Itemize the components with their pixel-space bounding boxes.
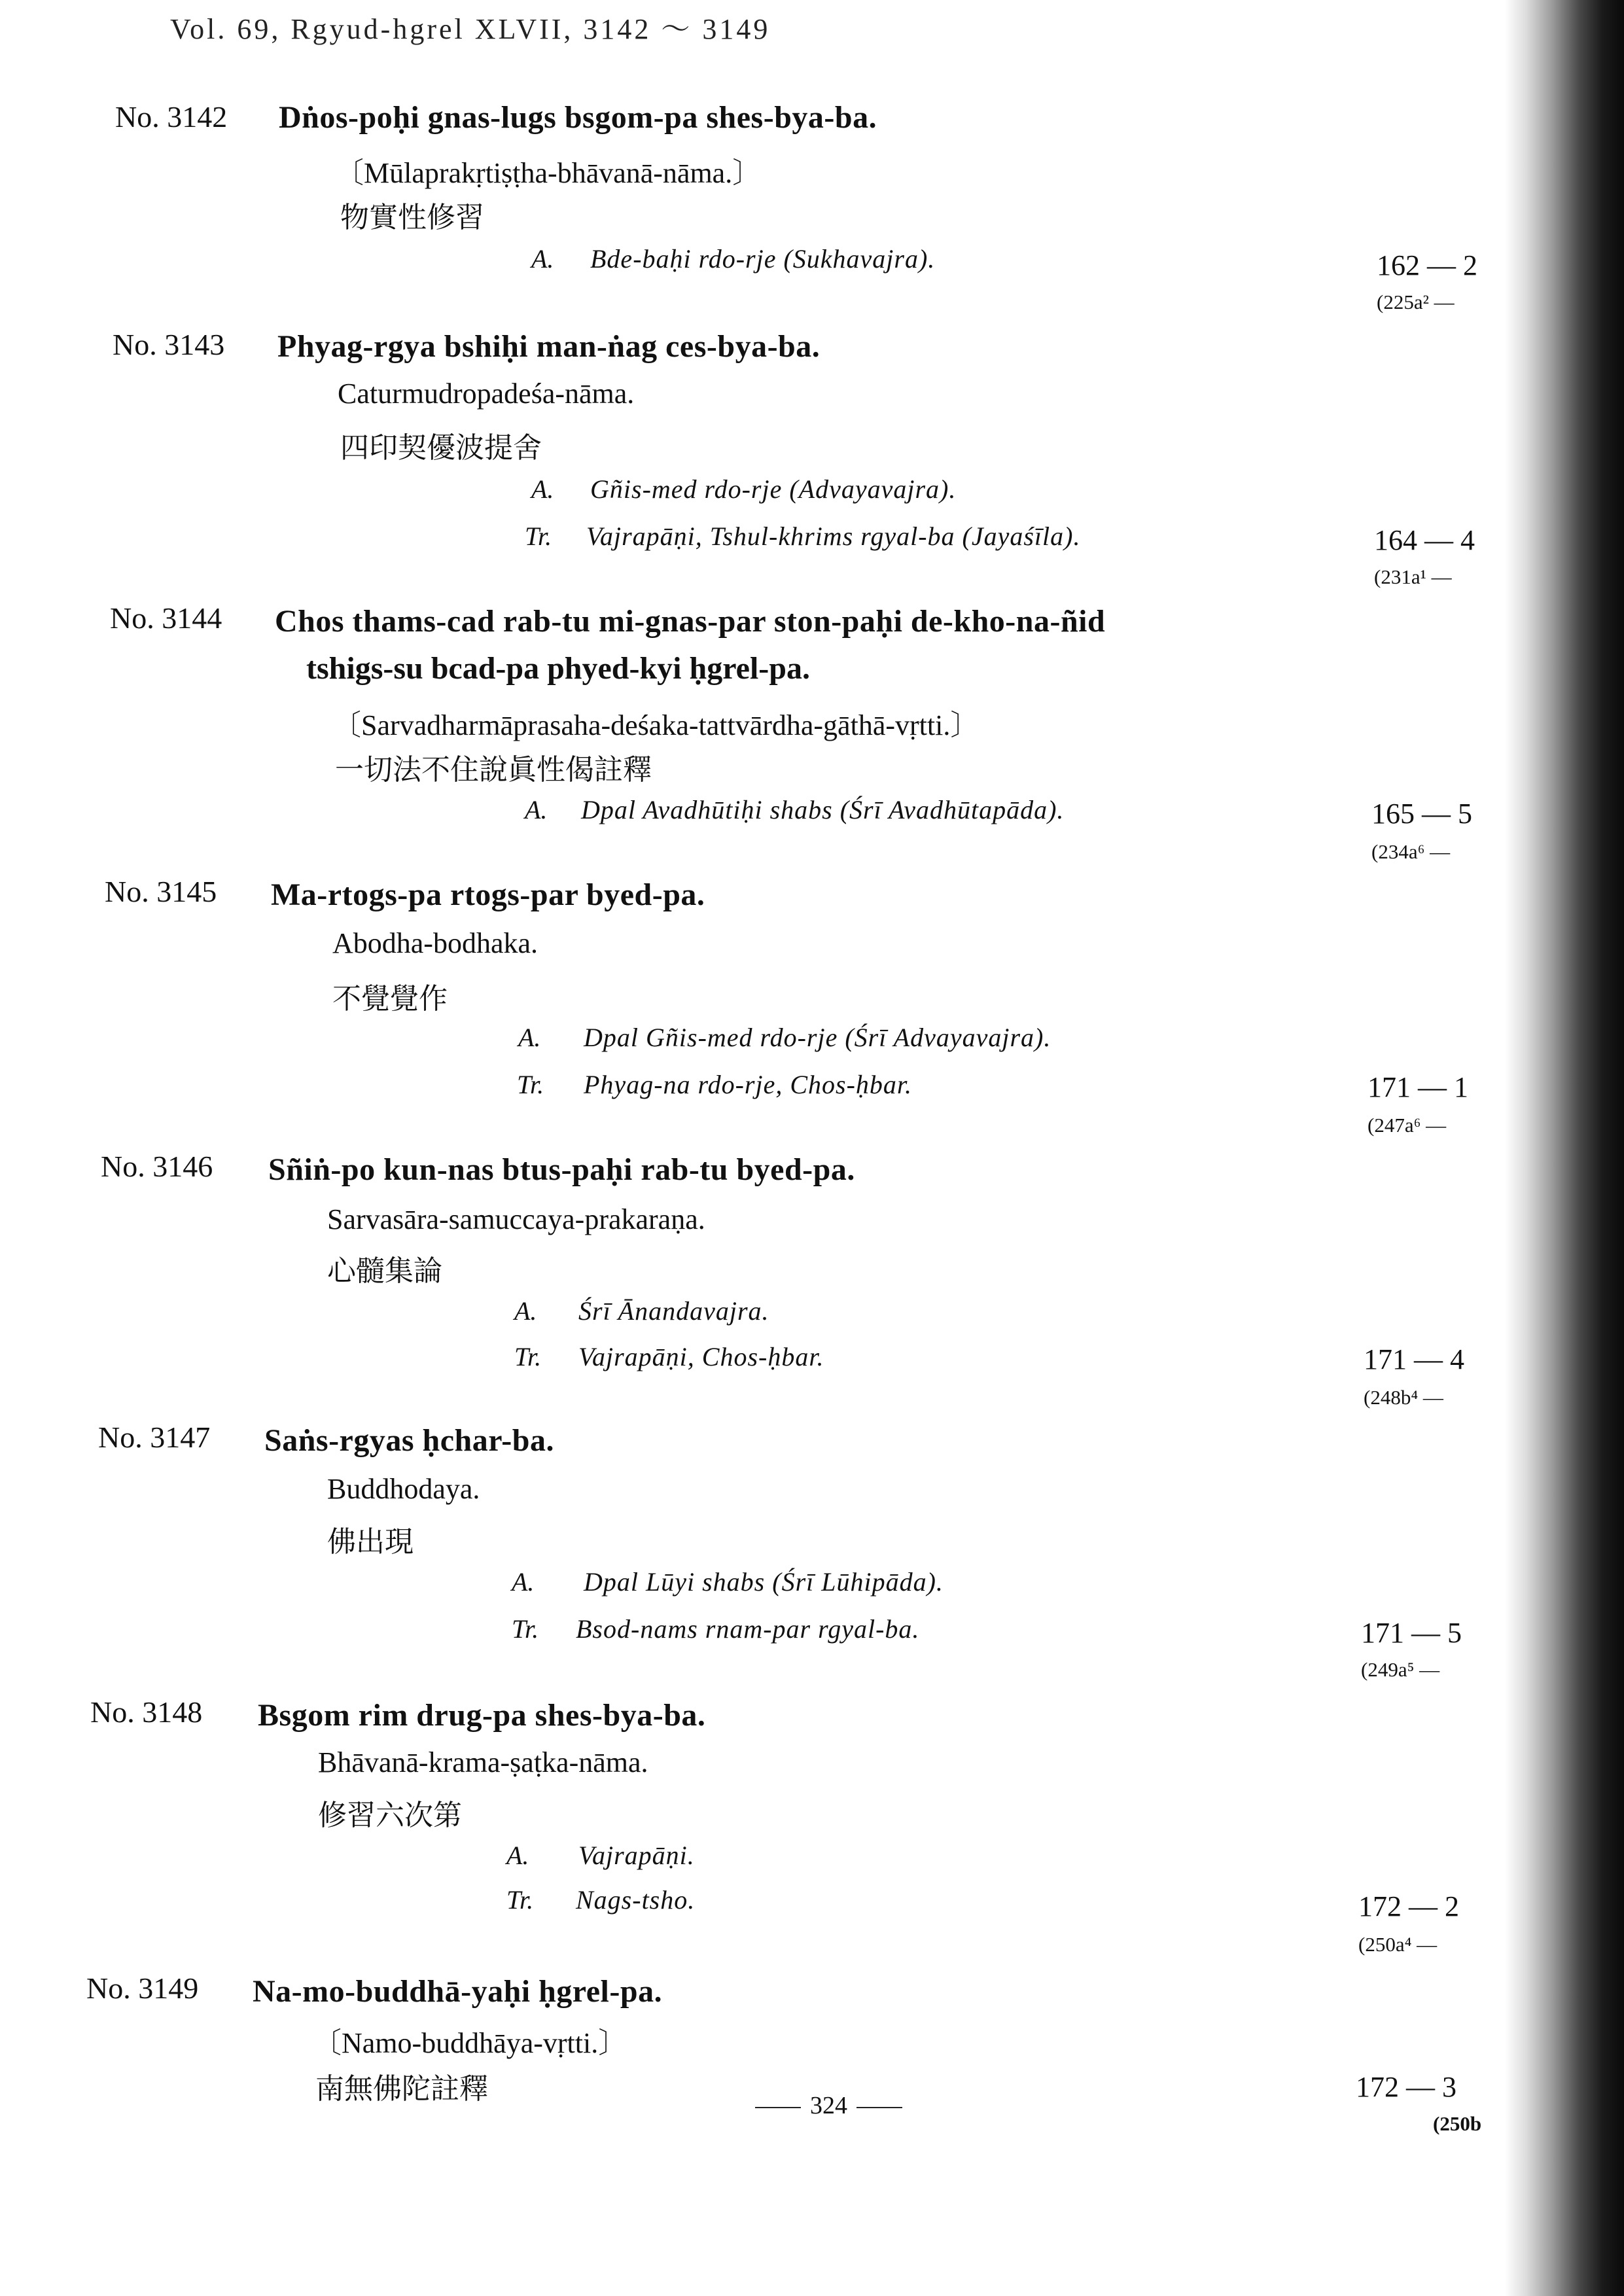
translator-name: Bsod-nams rnam-par rgyal-ba. (576, 1614, 920, 1644)
translator-name: Phyag-na rdo-rje, Chos-ḥbar. (584, 1070, 913, 1099)
translator-label: Tr. (506, 1885, 534, 1915)
chinese-title: 四印契優波提舍 (340, 431, 542, 465)
tibetan-title: Sñiṅ-po kun-nas btus-paḥi rab-tu byed-pa. (268, 1152, 855, 1187)
tibetan-title: Ma-rtogs-pa rtogs-par byed-pa. (271, 877, 705, 912)
author-label: A. (518, 1023, 541, 1052)
reference-main: 172 — 2 (1358, 1890, 1459, 1922)
reference-sub: (249a⁵ — (1361, 1658, 1440, 1681)
reference-sub: (250b (1433, 2112, 1482, 2135)
translator-label: Tr. (514, 1342, 542, 1371)
author-label: A. (525, 795, 548, 824)
sanskrit-title: 〔Namo-buddhāya-vṛtti.〕 (313, 2027, 627, 2059)
scan-edge-shadow (1505, 0, 1624, 2296)
author-label: A. (531, 474, 554, 504)
reference-sub: (250a⁴ — (1358, 1933, 1438, 1956)
author-name: Dpal Lūyi shabs (Śrī Lūhipāda). (584, 1567, 944, 1597)
sanskrit-title: 〔Mūlaprakṛtiṣṭha-bhāvanā-nāma.〕 (335, 157, 762, 189)
author-name: Śrī Ānandavajra. (578, 1296, 769, 1326)
sanskrit-title: 〔Sarvadharmāprasaha-deśaka-tattvārdha-gāthā-vṛtti.〕 (332, 709, 980, 741)
page-number-line (746, 2091, 911, 2120)
author-label: A. (514, 1296, 537, 1326)
chinese-title: 心髓集論 (327, 1254, 442, 1288)
reference-sub: (225a² — (1377, 291, 1455, 313)
author-name: Vajrapāṇi. (578, 1841, 695, 1870)
entry-number: No. 3144 (110, 601, 222, 635)
translator-label: Tr. (517, 1070, 544, 1099)
tibetan-title-continued: tshigs-su bcad-pa phyed-kyi ḥgrel-pa. (306, 651, 810, 686)
chinese-title: 南無佛陀註釋 (315, 2072, 488, 2106)
reference-main: 165 — 5 (1371, 798, 1472, 830)
reference-main: 171 — 1 (1368, 1071, 1468, 1103)
entry-number: No. 3146 (101, 1150, 213, 1183)
entry-number: No. 3149 (86, 1971, 199, 2005)
sanskrit-title: Caturmudropadeśa-nāma. (338, 378, 635, 410)
author-label: A. (531, 244, 554, 274)
author-name: Dpal Gñis-med rdo-rje (Śrī Advayavajra). (584, 1023, 1051, 1052)
author-name: Bde-baḥi rdo-rje (Sukhavajra). (590, 244, 936, 274)
reference-sub: (248b⁴ — (1364, 1386, 1443, 1409)
reference-main: 171 — 4 (1364, 1343, 1464, 1375)
tibetan-title: Chos thams-cad rab-tu mi-gnas-par ston-paḥi de-kho-na-ñid (275, 604, 1106, 639)
tibetan-title: Bsgom rim drug-pa shes-bya-ba. (258, 1698, 706, 1733)
dash-right (856, 2107, 902, 2108)
tibetan-title: Saṅs-rgyas ḥchar-ba. (264, 1423, 554, 1458)
reference-sub: (234a⁶ — (1371, 840, 1451, 863)
entry-number: No. 3143 (113, 328, 225, 361)
reference-sub: (231a¹ — (1374, 565, 1452, 588)
author-name: Gñis-med rdo-rje (Advayavajra). (590, 474, 957, 504)
reference-main: 172 — 3 (1356, 2071, 1456, 2103)
page-number: 324 (810, 2092, 847, 2119)
translator-name: Vajrapāṇi, Tshul-khrims rgyal-ba (Jayaśīla). (586, 521, 1081, 551)
translator-name: Vajrapāṇi, Chos-ḥbar. (578, 1342, 824, 1371)
author-label: A. (512, 1567, 535, 1597)
translator-name: Nags-tsho. (576, 1885, 696, 1915)
translator-label: Tr. (512, 1614, 539, 1644)
entry-number: No. 3142 (115, 100, 228, 133)
chinese-title: 不覺覺作 (332, 982, 448, 1016)
running-header: Vol. 69, Rgyud-hgrel XLVII, 3142 ～ 3149 (170, 13, 771, 45)
entry-number: No. 3147 (98, 1421, 211, 1454)
tibetan-title: Phyag-rgya bshiḥi man-ṅag ces-bya-ba. (277, 329, 821, 364)
sanskrit-title: Buddhodaya. (327, 1473, 480, 1505)
chinese-title: 佛出現 (327, 1525, 414, 1559)
sanskrit-title: Bhāvanā-krama-ṣaṭka-nāma. (318, 1746, 648, 1778)
entry-number: No. 3148 (90, 1695, 203, 1729)
reference-sub: (247a⁶ — (1368, 1114, 1447, 1137)
reference-main: 164 — 4 (1374, 524, 1475, 556)
chinese-title: 修習六次第 (318, 1799, 462, 1832)
sanskrit-title: Sarvasāra-samuccaya-prakaraṇa. (327, 1203, 705, 1235)
dash-left (755, 2107, 801, 2108)
entry-number: No. 3145 (105, 875, 217, 908)
chinese-title: 物實性修習 (340, 201, 484, 234)
chinese-title: 一切法不住說眞性偈註釋 (335, 753, 652, 786)
reference-main: 171 — 5 (1361, 1617, 1462, 1649)
author-label: A. (506, 1841, 529, 1870)
reference-main: 162 — 2 (1377, 249, 1477, 281)
tibetan-title: Dṅos-poḥi gnas-lugs bsgom-pa shes-bya-ba. (279, 100, 877, 135)
tibetan-title: Na-mo-buddhā-yaḥi ḥgrel-pa. (253, 1974, 663, 2009)
author-name: Dpal Avadhūtiḥi shabs (Śrī Avadhūtapāda). (581, 795, 1065, 824)
sanskrit-title: Abodha-bodhaka. (332, 927, 538, 959)
translator-label: Tr. (525, 521, 552, 551)
